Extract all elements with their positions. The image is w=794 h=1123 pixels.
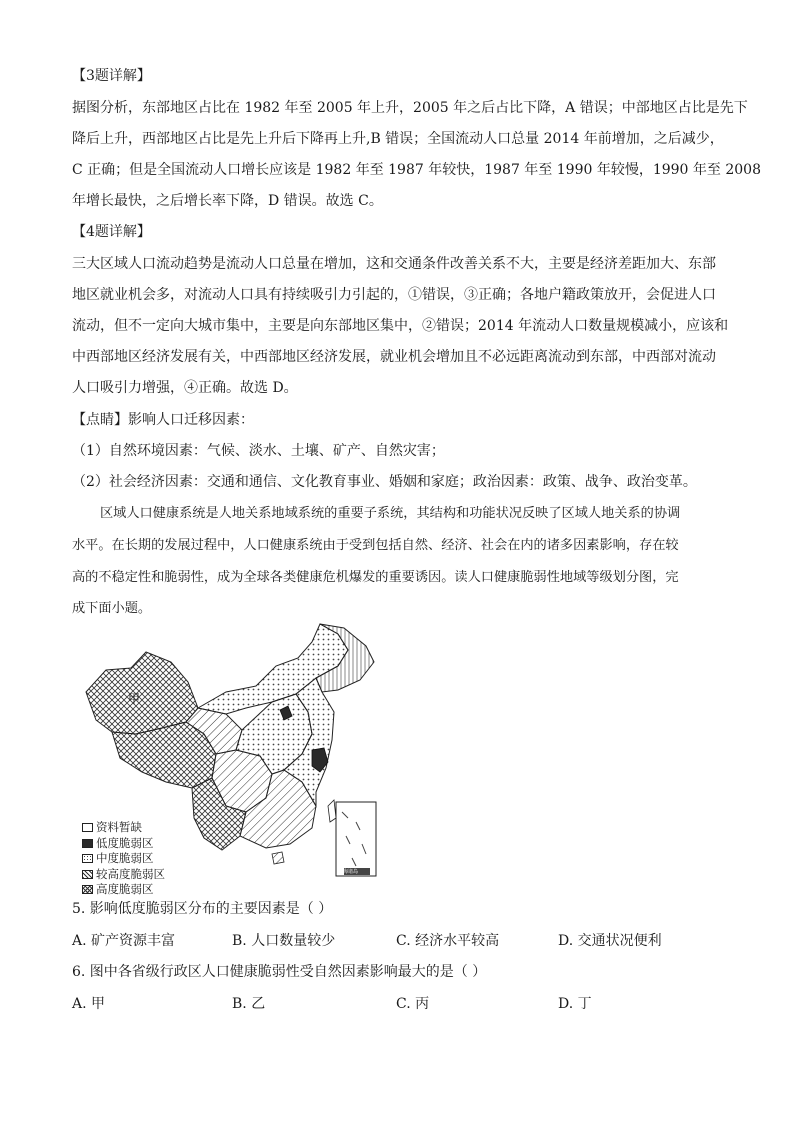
region-taiwan [328, 800, 336, 822]
question-5-option-a[interactable]: A. 矿产资源丰富 [72, 933, 176, 949]
q4-line: 三大区域人口流动趋势是流动人口总量在增加，这和交通条件改善关系不大，主要是经济差距加大、东部 [72, 256, 716, 272]
passage-line: 水平。在长期的发展过程中，人口健康系统由于受到包括自然、经济、社会在内的诸多因素影响，存在较 [72, 538, 679, 553]
vulnerability-map [76, 622, 384, 896]
map-legend [82, 820, 165, 898]
question-6-option-d[interactable]: D. 丁 [558, 996, 592, 1012]
dianjing-item: （2）社会经济因素：交通和通信、文化教育事业、婚姻和家庭；政治因素：政策、战争、政治变革。 [72, 474, 697, 490]
dianjing-item: （1）自然环境因素：气候、淡水、土壤、矿产、自然灾害； [72, 443, 445, 459]
legend-item [82, 836, 165, 852]
region-hainan [272, 852, 284, 864]
q3-line: 年增长最快，之后增长率下降，D 错误。故选 C。 [72, 193, 383, 209]
legend-item [82, 882, 165, 898]
legend-swatch-dark [82, 839, 93, 848]
question-5-stem: 5. 影响低度脆弱区分布的主要因素是（ ） [72, 901, 333, 917]
legend-label: 低度脆弱区 [96, 835, 154, 850]
q4-heading: 【4题详解】 [72, 224, 151, 240]
legend-label: 中度脆弱区 [96, 851, 154, 865]
question-6-option-a[interactable]: A. 甲 [72, 996, 106, 1012]
legend-item [82, 820, 165, 836]
legend-swatch-hatch [82, 870, 93, 879]
question-6-option-c[interactable]: C. 丙 [396, 996, 430, 1012]
q3-heading: 【3题详解】 [72, 68, 151, 84]
q4-line: 人口吸引力增强，④正确。故选 D。 [72, 380, 298, 396]
legend-item [82, 851, 165, 867]
passage-line: 高的不稳定性和脆弱性，成为全球各类健康危机爆发的重要诱因。读人口健康脆弱性地域等级划分图，完 [72, 570, 679, 585]
question-5-option-b[interactable]: B. 人口数量较少 [232, 933, 336, 949]
dianjing-heading: 【点睛】影响人口迁移因素： [72, 412, 254, 428]
legend-swatch-blank [82, 823, 93, 832]
question-5-option-c[interactable]: C. 经济水平较高 [396, 933, 500, 949]
passage-line: 区域人口健康系统是人地关系地域系统的重要子系统，其结构和功能状况反映了区域人地关系的协调 [100, 506, 681, 521]
legend-label: 资料暂缺 [96, 820, 142, 834]
q3-line: 降后上升，西部地区占比是先上升后下降再上升,B 错误；全国流动人口总量 2014 年前增加，之后减少， [72, 131, 724, 147]
inset-label: 南海诸岛 [338, 869, 359, 875]
q3-line: 据图分析，东部地区占比在 1982 年至 2005 年上升，2005 年之后占比下降，A 错误；中部地区占比是先下 [72, 100, 748, 116]
q4-line: 流动，但不一定向大城市集中，主要是向东部地区集中，②错误；2014 年流动人口数量规模减小，应该和 [72, 318, 729, 334]
question-6-stem: 6. 图中各省级行政区人口健康脆弱性受自然因素影响最大的是（ ） [72, 964, 487, 980]
region-jia-label: 甲 [128, 692, 141, 706]
region-jia [86, 652, 198, 734]
passage-line: 成下面小题。 [72, 601, 152, 616]
legend-swatch-cross [82, 885, 93, 894]
q3-line: C 正确；但是全国流动人口增长应该是 1982 年至 1987 年较快，1987 年至 1990 年较慢，1990 年至 2008 [72, 162, 761, 178]
legend-label: 高度脆弱区 [96, 882, 154, 896]
q4-line: 中西部地区经济发展有关，中西部地区经济发展，就业机会增加且不必远距离流动到东部，中西部对流动 [72, 349, 716, 365]
q4-line: 地区就业机会多，对流动人口具有持续吸引力引起的，①错误，③正确；各地户籍政策放开，会促进人口 [72, 287, 716, 303]
legend-item [82, 867, 165, 883]
question-5-option-d[interactable]: D. 交通状况便利 [558, 933, 662, 949]
question-6-option-b[interactable]: B. 乙 [232, 996, 266, 1012]
legend-label: 较高度脆弱区 [96, 866, 165, 881]
legend-swatch-dots [82, 854, 93, 863]
